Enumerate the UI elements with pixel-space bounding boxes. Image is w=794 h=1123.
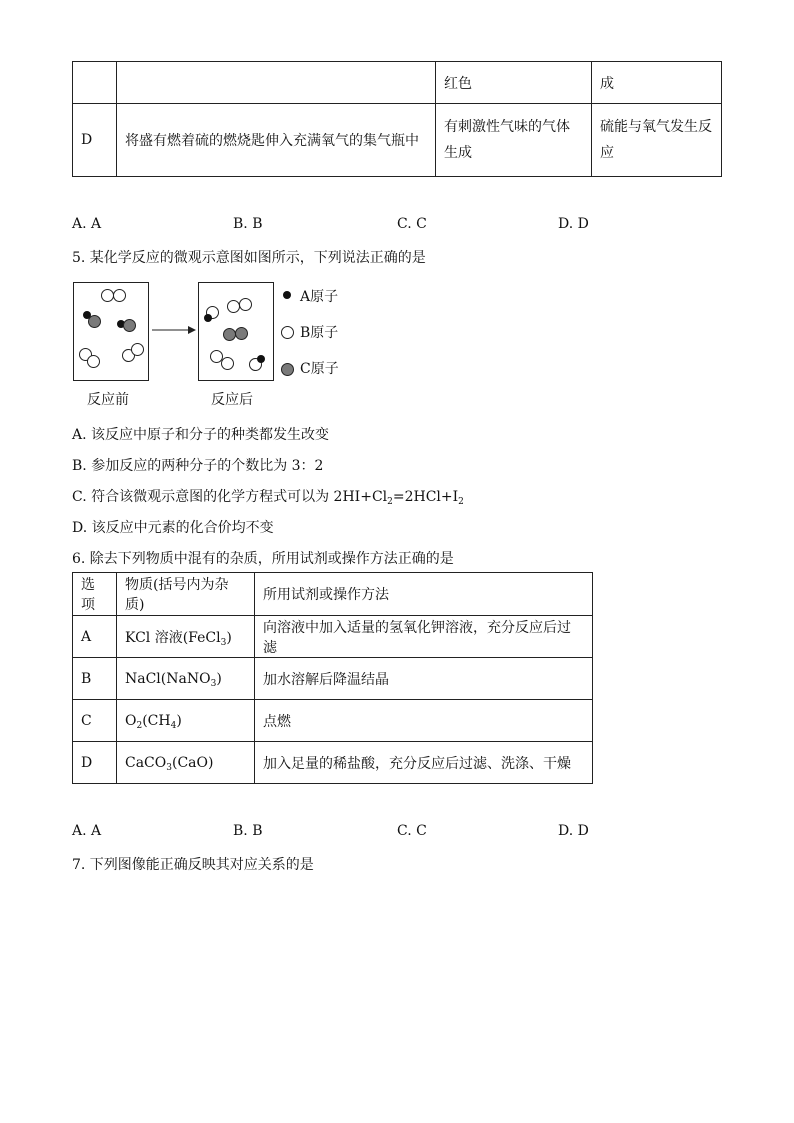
q4-cell: D xyxy=(73,104,117,177)
q5-option-d[interactable]: D. 该反应中元素的化合价均不变 xyxy=(72,520,274,536)
substance-text: (CaO) xyxy=(171,754,214,771)
q4-table xyxy=(72,61,722,177)
q6-table xyxy=(72,572,593,784)
q6-option-c[interactable]: C. C xyxy=(397,823,427,839)
b-atom xyxy=(221,357,234,370)
q6-option-a[interactable]: A. A xyxy=(72,823,102,839)
subscript: 3 xyxy=(210,678,217,689)
q6-option-d[interactable]: D. D xyxy=(558,823,589,839)
substance-text: NaCl(NaNO xyxy=(125,670,211,687)
substance-text: CaCO xyxy=(125,754,167,771)
q4-option-d[interactable]: D. D xyxy=(558,216,589,232)
q6-option-cell: D xyxy=(73,742,117,784)
label-before: 反应前 xyxy=(87,392,129,408)
diagram-before-box xyxy=(73,282,149,381)
legend-a-icon xyxy=(283,291,291,299)
b-atom xyxy=(227,300,240,313)
q6-method-cell: 加入足量的稀盐酸，充分反应后过滤、洗涤、干燥 xyxy=(255,742,593,784)
c-atom xyxy=(235,327,248,340)
q5-option-a[interactable]: A. 该反应中原子和分子的种类都发生改变 xyxy=(72,427,330,443)
a-atom xyxy=(257,355,265,363)
q6-method-cell: 点燃 xyxy=(255,700,593,742)
option-text: =2HCl+I xyxy=(392,489,459,505)
reaction-arrow-icon xyxy=(152,324,196,336)
cell-line: 有刺激性气味的气体 xyxy=(444,119,570,135)
q5-stem: 5. 某化学反应的微观示意图如图所示，下列说法正确的是 xyxy=(72,250,426,266)
legend-c-label: C原子 xyxy=(300,361,339,377)
q6-substance-cell xyxy=(117,700,255,742)
q4-cell xyxy=(592,104,722,177)
legend-b-label: B原子 xyxy=(300,325,339,341)
q4-cell xyxy=(117,62,436,104)
b-atom xyxy=(239,298,252,311)
legend-a-label: A原子 xyxy=(300,289,339,305)
q6-option-cell: C xyxy=(73,700,117,742)
q6-option-cell: B xyxy=(73,658,117,700)
q6-stem: 6. 除去下列物质中混有的杂质，所用试剂或操作方法正确的是 xyxy=(72,551,454,567)
q5-option-b[interactable]: B. 参加反应的两种分子的个数比为 3：2 xyxy=(72,458,324,474)
legend-b-icon xyxy=(281,326,294,339)
q6-header: 物质(括号内为杂质) xyxy=(117,573,255,616)
q4-cell: 红色 xyxy=(436,62,592,104)
c-atom xyxy=(223,328,236,341)
q4-cell: 成 xyxy=(592,62,722,104)
c-atom xyxy=(88,315,101,328)
q6-substance-cell xyxy=(117,658,255,700)
q4-cell xyxy=(73,62,117,104)
q6-option-b[interactable]: B. B xyxy=(233,823,263,839)
diagram-after-box xyxy=(198,282,274,381)
substance-text: O xyxy=(125,712,137,729)
subscript: 3 xyxy=(220,637,227,648)
substance-text: KCl 溶液(FeCl xyxy=(125,629,221,646)
label-after: 反应后 xyxy=(211,392,253,408)
legend-c-icon xyxy=(281,363,294,376)
substance-text: ) xyxy=(226,629,232,646)
q4-cell: 将盛有燃着硫的燃烧匙伸入充满氧气的集气瓶中 xyxy=(117,104,436,177)
q7-stem: 7. 下列图像能正确反映其对应关系的是 xyxy=(72,857,314,873)
a-atom xyxy=(204,314,212,322)
q6-method-cell: 加水溶解后降温结晶 xyxy=(255,658,593,700)
subscript: 3 xyxy=(166,762,172,773)
cell-line: 硫能与氧气发生反 xyxy=(600,119,712,135)
q6-method-cell: 向溶液中加入适量的氢氧化钾溶液，充分反应后过滤 xyxy=(255,616,593,658)
subscript: 2 xyxy=(387,497,393,507)
c-atom xyxy=(123,319,136,332)
q4-cell xyxy=(436,104,592,177)
subscript: 2 xyxy=(458,497,464,507)
q4-option-b[interactable]: B. B xyxy=(233,216,263,232)
q5-option-c[interactable] xyxy=(72,486,464,506)
q4-option-c[interactable]: C. C xyxy=(397,216,427,232)
substance-text: (CH xyxy=(142,712,171,729)
option-text: C. 符合该微观示意图的化学方程式可以为 2HI+Cl xyxy=(72,489,388,505)
substance-text: ) xyxy=(176,712,182,729)
q6-header: 所用试剂或操作方法 xyxy=(255,573,593,616)
cell-line: 生成 xyxy=(444,145,472,161)
q6-substance-cell xyxy=(117,742,255,784)
substance-text: ) xyxy=(216,670,222,687)
b-atom xyxy=(113,289,126,302)
b-atom xyxy=(87,355,100,368)
b-atom xyxy=(131,343,144,356)
q6-header: 选项 xyxy=(73,573,117,616)
subscript: 4 xyxy=(170,720,177,731)
q4-option-a[interactable]: A. A xyxy=(72,216,102,232)
subscript: 2 xyxy=(136,720,143,731)
q6-option-cell: A xyxy=(73,616,117,658)
q6-substance-cell xyxy=(117,616,255,658)
cell-line: 应 xyxy=(600,145,614,161)
